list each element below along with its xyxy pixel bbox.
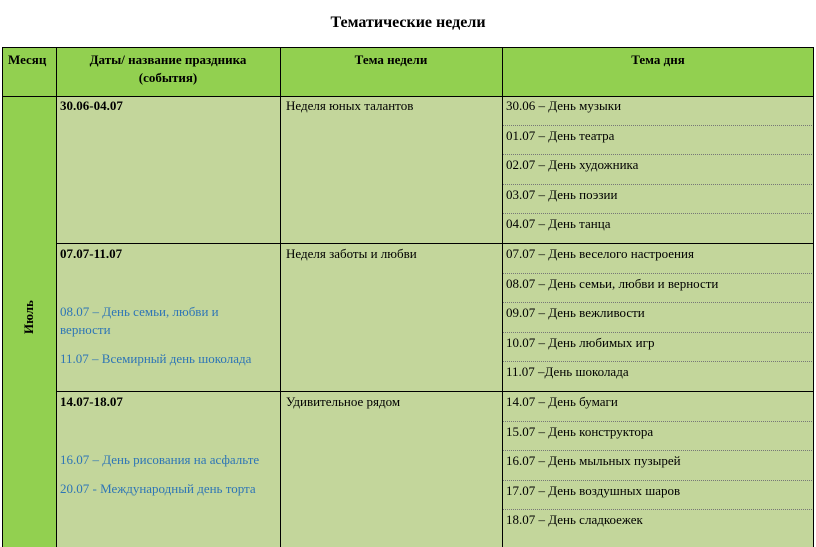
day-separator — [502, 213, 814, 214]
week3-event-2: 20.07 - Международный день торта — [60, 481, 256, 496]
header-month-label: Месяц — [8, 52, 47, 67]
day-09-07: 09.07 – День вежливости — [506, 305, 645, 320]
header-day-theme — [502, 47, 814, 96]
day-separator — [502, 509, 814, 510]
week1-dates: 30.06-04.07 — [60, 98, 123, 113]
day-18-07: 18.07 – День сладкоежек — [506, 512, 643, 527]
grid-line — [502, 47, 503, 547]
week2-event-3: 11.07 – Всемирный день шоколада — [60, 351, 252, 366]
header-day-theme-label: Тема дня — [631, 52, 685, 67]
day-separator — [502, 184, 814, 185]
week1-theme: Неделя юных талантов — [286, 98, 414, 113]
day-separator — [502, 273, 814, 274]
grid-line — [2, 47, 3, 547]
day-30-06: 30.06 – День музыки — [506, 98, 622, 113]
header-dates-line2: (события) — [138, 70, 198, 85]
header-dates — [56, 47, 280, 96]
week3-event-1: 16.07 – День рисования на асфальте — [60, 452, 260, 467]
day-separator — [502, 154, 814, 155]
day-separator — [502, 332, 814, 333]
week2-dates: 07.07-11.07 — [60, 246, 123, 261]
week3-theme: Удивительное рядом — [286, 394, 401, 409]
day-17-07: 17.07 – День воздушных шаров — [506, 483, 681, 498]
grid-line — [2, 96, 814, 97]
week2-event-1: 08.07 – День семьи, любви и — [60, 304, 219, 319]
day-02-07: 02.07 – День художника — [506, 157, 639, 172]
day-01-07: 01.07 – День театра — [506, 128, 615, 143]
day-separator — [502, 361, 814, 362]
day-separator — [502, 480, 814, 481]
day-15-07: 15.07 – День конструктора — [506, 424, 654, 439]
grid-line — [56, 391, 814, 392]
header-week-theme — [280, 47, 502, 96]
day-04-07: 04.07 – День танца — [506, 216, 611, 231]
day-14-07: 14.07 – День бумаги — [506, 394, 618, 409]
header-dates-line1: Даты/ название праздника — [89, 52, 247, 67]
day-16-07: 16.07 – День мыльных пузырей — [506, 453, 681, 468]
theme-weeks-table — [2, 47, 814, 547]
grid-line — [2, 47, 814, 48]
day-10-07: 10.07 – День любимых игр — [506, 335, 655, 350]
month-label: Июль — [21, 300, 36, 334]
header-month — [2, 47, 56, 96]
header-week-theme-label: Тема недели — [354, 52, 428, 67]
day-07-07: 07.07 – День веселого настроения — [506, 246, 694, 261]
grid-line — [813, 47, 814, 547]
day-separator — [502, 125, 814, 126]
day-separator — [502, 302, 814, 303]
week3-dates: 14.07-18.07 — [60, 394, 123, 409]
page-title: Тематические недели — [330, 14, 486, 31]
week2-event-2: верности — [60, 322, 111, 337]
day-11-07: 11.07 –День шоколада — [506, 364, 629, 379]
day-03-07: 03.07 – День поэзии — [506, 187, 618, 202]
grid-line — [56, 243, 814, 244]
grid-line — [280, 47, 281, 547]
day-separator — [502, 450, 814, 451]
week2-theme: Неделя заботы и любви — [286, 246, 417, 261]
day-separator — [502, 421, 814, 422]
day-08-07: 08.07 – День семьи, любви и верности — [506, 276, 719, 291]
grid-line — [56, 47, 57, 547]
